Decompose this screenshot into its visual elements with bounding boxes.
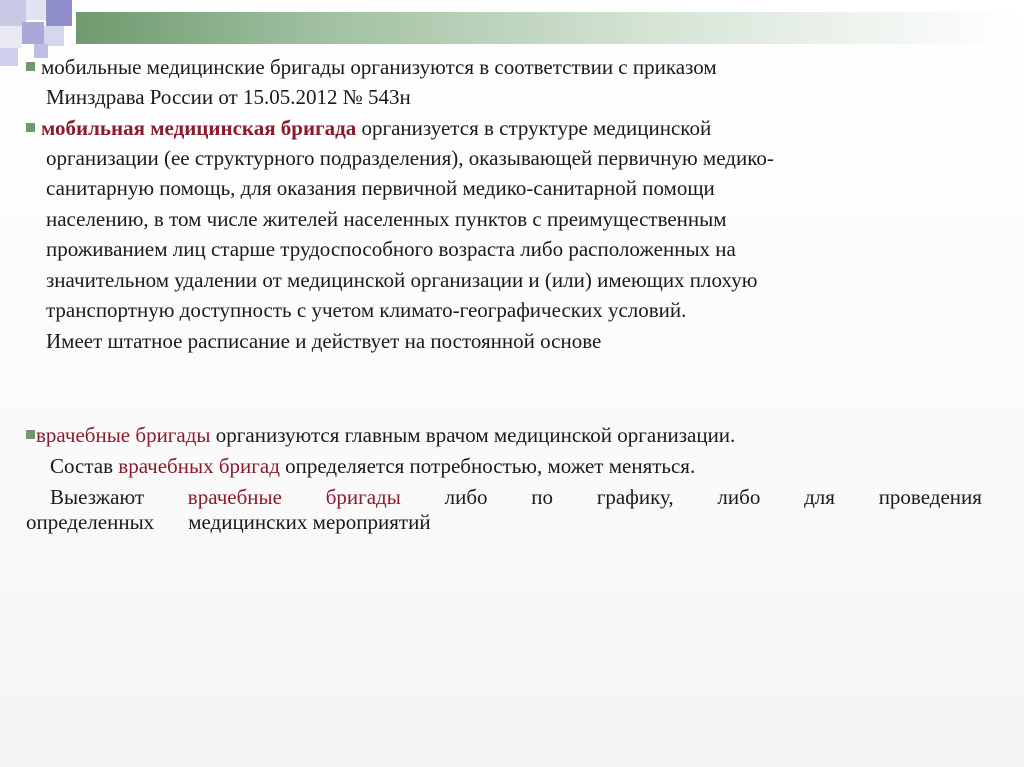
bullet-3-line-4	[26, 507, 431, 538]
word: Выезжают	[50, 485, 145, 509]
title-gradient-bar	[76, 12, 1024, 44]
deco-square	[22, 22, 44, 44]
word: проведения	[878, 485, 982, 509]
deco-square	[46, 0, 72, 26]
bullet-3-line-2	[50, 451, 695, 482]
word: графику,	[596, 485, 674, 509]
bullet-2-line: значительном удалении от медицинской организации и (или) имеющих плохую	[46, 268, 758, 292]
bullet-2-line-1	[26, 113, 711, 144]
doctor-brigades-term-2: врачебных бригад	[118, 454, 280, 478]
bullet-2-text: организуется в структуре медицинской	[356, 116, 712, 140]
deco-square	[0, 26, 22, 48]
bullet-1-line-2: Минздрава России от 15.05.2012 № 543н	[46, 85, 411, 109]
word: по	[531, 485, 554, 509]
bullet-1-line-1	[26, 52, 717, 83]
word: либо	[444, 485, 488, 509]
bullet-2-line: Имеет штатное расписание и действует на постоянной основе	[46, 329, 602, 353]
bullet-2-line: организации (ее структурного подразделения), оказывающей первичную медико-	[46, 146, 774, 170]
doctor-brigades-term: врачебные бригады	[36, 423, 211, 447]
square-bullet-icon	[26, 430, 35, 439]
bullet-2-line: санитарную помощь, для оказания первичной медико-санитарной помощи	[46, 176, 715, 200]
composition-label: Состав	[50, 454, 119, 478]
bullet-2-line: проживанием лиц старше трудоспособного возраста либо расположенных на	[46, 237, 736, 261]
word: определенных	[26, 510, 155, 534]
square-bullet-icon	[26, 62, 35, 71]
deco-square	[26, 0, 46, 20]
composition-text: определяется потребностью, может меняться.	[279, 454, 696, 478]
square-bullet-icon	[26, 123, 35, 132]
bullet-2-line: транспортную доступность с учетом климато-географических условий.	[46, 298, 687, 322]
decorative-squares	[0, 0, 80, 60]
bullet-2-line: населению, в том числе жителей населенных пунктов с преимущественным	[46, 207, 727, 231]
bullet-3-text: организуются главным врачом медицинской организации.	[210, 423, 736, 447]
bullet-1-text: мобильные медицинские бригады организуются в соответствии с приказом	[41, 55, 717, 79]
word-highlight: бригады	[325, 485, 401, 509]
word: либо	[717, 485, 761, 509]
deco-square	[44, 26, 64, 46]
word: для	[804, 485, 835, 509]
word: медицинских мероприятий	[188, 510, 431, 534]
word-highlight: врачебные	[187, 485, 282, 509]
mobile-brigade-term: мобильная медицинская бригада	[41, 116, 357, 140]
bullet-3-line-1	[26, 420, 735, 451]
deco-square	[0, 48, 18, 66]
